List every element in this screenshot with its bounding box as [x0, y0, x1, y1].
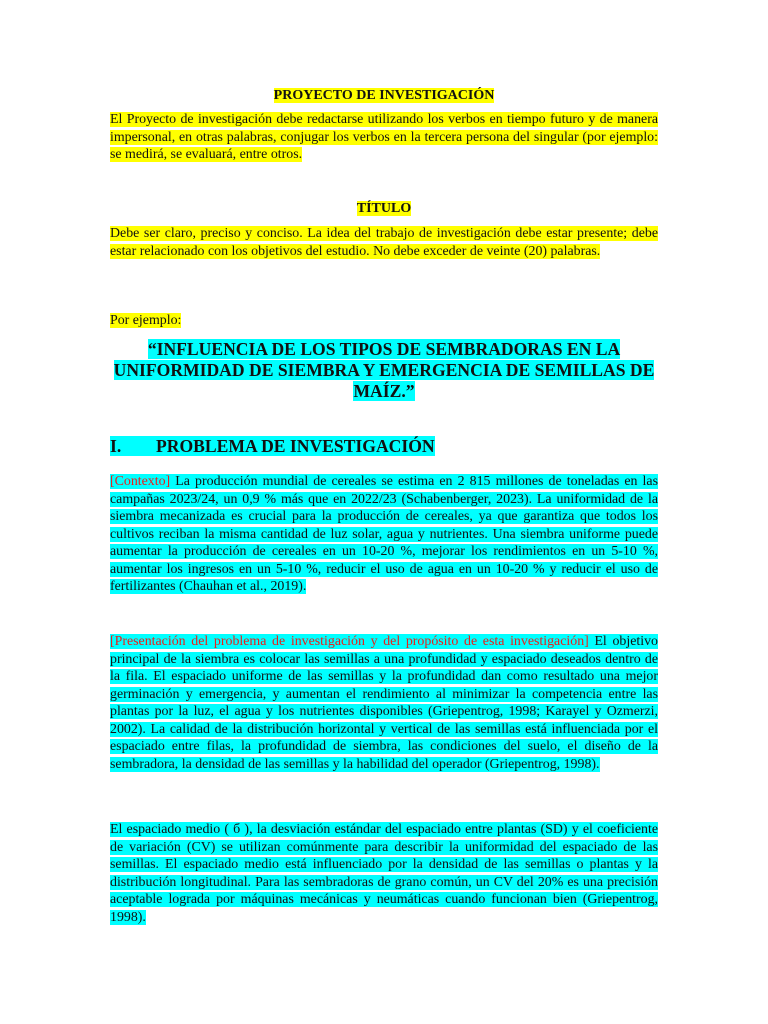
- titulo-heading-text: TÍTULO: [356, 201, 412, 216]
- example-title-text: “INFLUENCIA DE LOS TIPOS DE SEMBRADORAS EN LA UNIFORMIDAD DE SIEMBRA Y EMERGENCIA DE SEMILLAS DE MAÍZ.”: [113, 339, 655, 401]
- context-paragraph: [110, 473, 658, 596]
- intro-text: El Proyecto de investigación debe redactarse utilizando los verbos en tiempo futuro y de manera impersonal, en otras palabras, conjugar los verbos en la tercera persona del singular (por ejemplo: se medirá, se evaluará, entre otros.: [110, 112, 658, 162]
- titulo-text: Debe ser claro, preciso y conciso. La idea del trabajo de investigación debe estar presente; debe estar relacionado con los objetivos del estudio. No debe exceder de veinte (20) palabras.: [110, 226, 658, 259]
- context-text: La producción mundial de cereales se estima en 2 815 millones de toneladas en las campañas 2023/24, un 0,9 % más que en 2022/23 (Schabenberger, 2023). La uniformidad de la siembra mecanizada es crucial para la producción de cereales, ya que garantiza que todos los cultivos reciban la misma cantidad de luz solar, agua y nutrientes. Una siembra uniforme puede aumentar la producción de cereales en un 10-20 %, mejorar los rendimientos en un 5-10 %, aumentar los ingresos en un 5-10 %, reducir el uso de agua en un 10-20 % y reducir el uso de fertilizantes (Chauhan et al., 2019).: [110, 474, 658, 594]
- context-tag: [Contexto]: [110, 474, 171, 489]
- problem-tag: [Presentación del problema de investigación y del propósito de esta investigación]: [110, 634, 589, 649]
- section-title: PROBLEMA DE INVESTIGACIÓN: [156, 436, 435, 456]
- spacing-text: El espaciado medio ( б ), la desviación estándar del espaciado entre plantas (SD) y el coeficiente de variación (CV) se utilizan comúnmente para describir la uniformidad del espaciado de las semillas. El espaciado medio está influenciado por la densidad de las semillas o plantas y la distribución longitudinal. Para las sembradoras de grano común, un CV del 20% es una precisión aceptable lograda por máquinas mecánicas y neumáticas cuando funcionan bien (Griepentrog, 1998).: [110, 822, 658, 925]
- example-title: [110, 339, 658, 402]
- section-number: I.: [110, 436, 122, 456]
- example-label-text: Por ejemplo:: [110, 313, 182, 328]
- problem-highlight: [110, 634, 658, 772]
- problem-paragraph: [110, 633, 658, 773]
- document-title-text: PROYECTO DE INVESTIGACIÓN: [273, 88, 495, 103]
- document-title: [110, 86, 658, 105]
- titulo-paragraph: [110, 225, 658, 260]
- intro-paragraph: [110, 111, 658, 164]
- section-heading-highlight: [110, 436, 435, 456]
- context-highlight: [110, 474, 658, 594]
- spacing-paragraph: [110, 821, 658, 926]
- titulo-heading: [110, 199, 658, 218]
- problem-text: El objetivo principal de la siembra es colocar las semillas a una profundidad y espaciado deseados dentro de la fila. El espaciado uniforme de las semillas y la profundidad dan como resultado una mejor germinación y emergencia, y aumentan el rendimiento al minimizar la competencia entre las plantas por la luz, el agua y los nutrientes disponibles (Griepentrog, 1998; Karayel y Ozmerzi, 2002). La calidad de la distribución horizontal y vertical de las semillas está influenciada por el espaciado entre filas, la profundidad de siembra, las condiciones del suelo, el diseño de la sembradora, la densidad de las semillas y la habilidad del operador (Griepentrog, 1998).: [110, 634, 658, 772]
- example-label: [110, 312, 658, 330]
- section-heading: [110, 435, 658, 457]
